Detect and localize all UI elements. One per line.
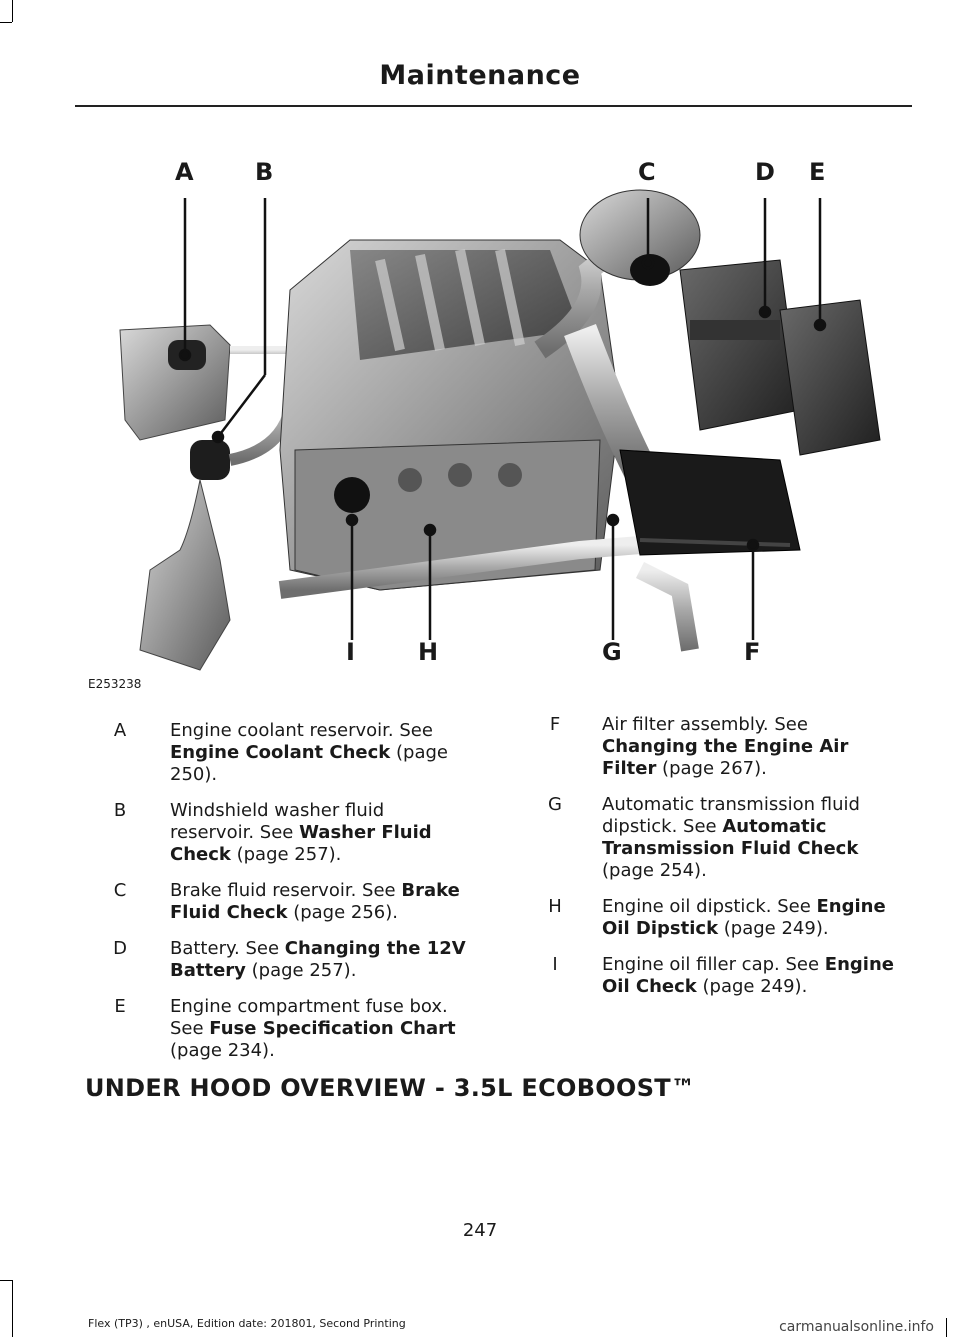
legend-item-a: A Engine coolant reservoir. See Engine Coolant Check (page 250). <box>110 720 480 786</box>
callout-top-e: E <box>809 158 826 186</box>
legend-link[interactable]: Fuse Specification Chart <box>209 1018 456 1039</box>
section-subheading: UNDER HOOD OVERVIEW - 3.5L ECOBOOST™ <box>85 1074 696 1102</box>
crop-mark-top-left-h <box>0 22 12 23</box>
legend-right <box>545 714 915 1012</box>
crop-mark-bottom-right-v <box>946 1318 947 1337</box>
engine-block-shape <box>280 240 620 590</box>
page-number: 247 <box>462 1220 498 1241</box>
legend-link[interactable]: Engine Oil Check <box>602 954 894 997</box>
legend-link[interactable]: Brake Fluid Check <box>170 880 460 923</box>
title-divider <box>75 105 912 107</box>
legend-letter: B <box>113 800 127 821</box>
legend-item-i: I Engine oil filler cap. See Engine Oil Check (page 249). <box>545 954 915 998</box>
legend-link[interactable]: Washer Fluid Check <box>170 822 432 865</box>
legend-letter: I <box>552 954 558 975</box>
coolant-reservoir-shape <box>120 325 230 440</box>
legend-letter: F <box>549 714 561 735</box>
footer-edition: Flex (TP3) , enUSA, Edition date: 201801, Second Printing <box>88 1317 406 1330</box>
legend-item-d: D Battery. See Changing the 12V Battery (page 257). <box>110 938 480 982</box>
crop-mark-bottom-left-v <box>12 1280 13 1337</box>
figure-code: E253238 <box>88 677 142 691</box>
legend-link[interactable]: Engine Oil Dipstick <box>602 896 886 939</box>
legend-letter: D <box>113 938 127 959</box>
callout-bottom-g: G <box>602 638 622 666</box>
callout-top-d: D <box>755 158 775 186</box>
air-filter-shape <box>620 450 800 555</box>
legend-item-c: C Brake fluid reservoir. See Brake Fluid Check (page 256). <box>110 880 480 924</box>
legend-letter: C <box>113 880 127 901</box>
watermark: carmanualsonline.info <box>779 1319 934 1335</box>
legend-letter: G <box>548 794 562 815</box>
crop-mark-bottom-left-h <box>0 1280 12 1281</box>
engine-compartment-illustration <box>80 150 920 690</box>
legend-link[interactable]: Automatic Transmission Fluid Check <box>602 816 859 859</box>
legend-link[interactable]: Changing the Engine Air Filter <box>602 736 849 779</box>
legend-letter: A <box>113 720 127 741</box>
legend-item-g: G Automatic transmission fluid dipstick. See Automatic Transmission Fluid Check (page 254). <box>545 794 915 882</box>
callout-top-b: B <box>255 158 274 186</box>
callout-bottom-h: H <box>418 638 439 666</box>
legend-letter: E <box>114 996 126 1017</box>
section-title: Maintenance <box>379 60 581 91</box>
callout-top-a: A <box>175 158 194 186</box>
legend-link[interactable]: Engine Coolant Check <box>170 742 391 763</box>
legend-left <box>110 720 480 1076</box>
crop-mark-top-left-v <box>12 0 13 22</box>
washer-reservoir-shape <box>140 440 230 670</box>
callout-bottom-f: F <box>744 638 761 666</box>
battery-shape <box>680 260 800 430</box>
legend-letter: H <box>548 896 562 917</box>
legend-item-f: F Air filter assembly. See Changing the Engine Air Filter (page 267). <box>545 714 915 780</box>
legend-item-h: H Engine oil dipstick. See Engine Oil Dipstick (page 249). <box>545 896 915 940</box>
callout-bottom-i: I <box>346 638 355 666</box>
callout-top-c: C <box>638 158 656 186</box>
legend-link[interactable]: Changing the 12V Battery <box>170 938 466 981</box>
fuse-box-shape <box>780 300 880 455</box>
legend-item-e: E Engine compartment fuse box. See Fuse Specification Chart (page 234). <box>110 996 480 1062</box>
legend-item-b: B Windshield washer fluid reservoir. See Washer Fluid Check (page 257). <box>110 800 480 866</box>
